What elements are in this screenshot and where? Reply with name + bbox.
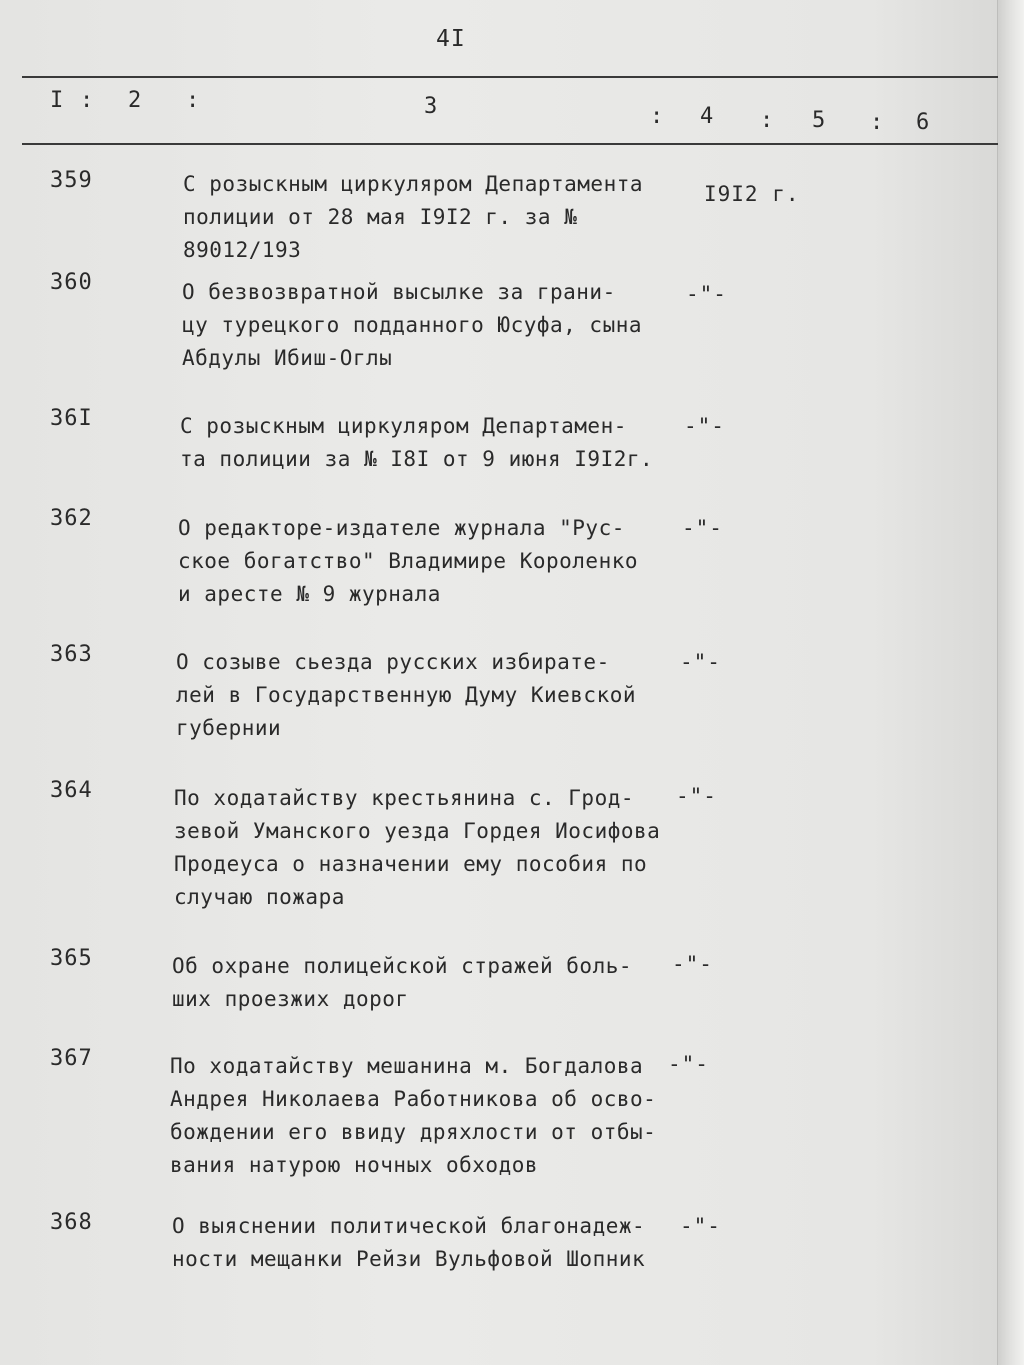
entry-title: С розыскным циркуляром Департамен- та полиции за № I8I от 9 июня I9I2г. [180, 414, 654, 471]
column-header-3: 3 [424, 94, 438, 119]
entry-number: 362 [50, 506, 93, 531]
entry-date: -"- [680, 650, 721, 674]
entry-date: I9I2 г. [704, 182, 800, 206]
entry-date: -"- [668, 1052, 709, 1076]
entry-date: -"- [684, 414, 725, 438]
entry-title: По ходатайству крестьянина с. Грод- зевой Уманского уезда Гордея Иосифова Продеуса о назначении ему пособия по случаю пожара [174, 786, 661, 909]
entry-title: О созыве сьезда русских избирате- лей в Государственную Думу Киевской губернии [176, 650, 637, 740]
entry-title: О безвозвратной высылке за грани- цу турецкого подданного Юсуфа, сына Абдулы Ибиш-Оглы [182, 280, 643, 370]
column-separator: : [760, 108, 774, 133]
entry-number: 367 [50, 1046, 93, 1071]
entry-title: О выяснении политической благонадеж- ности мещанки Рейзи Вульфовой Шопник [172, 1214, 646, 1271]
entry-number: 363 [50, 642, 93, 667]
entry-date: -"- [680, 1214, 721, 1238]
entry-number: 365 [50, 946, 93, 971]
entry-number: 36I [50, 406, 93, 431]
entry-title: По ходатайству мешанина м. Богдалова Андрея Николаева Работникова об осво- бождении его ввиду дряхлости от отбы- вания натурою ночных обходов [170, 1054, 657, 1177]
header-bottom-rule [22, 143, 998, 145]
column-header-2: 2 [128, 88, 142, 113]
page-edge [997, 0, 1024, 1365]
entry-title: О редакторе-издателе журнала "Рус- ское богатство" Владимире Короленко и аресте № 9 журнала [178, 516, 639, 606]
column-header-4: 4 [700, 104, 714, 129]
page-number: 4I [436, 26, 466, 52]
column-header-1: I [50, 88, 64, 113]
column-header-5: 5 [812, 108, 826, 133]
column-separator: : [870, 110, 884, 135]
entry-title: С розыскным циркуляром Департамента полиции от 28 мая I9I2 г. за № 89012/193 [183, 172, 644, 262]
entry-number: 368 [50, 1210, 93, 1235]
column-separator: : [186, 88, 200, 113]
entry-date: -"- [672, 952, 713, 976]
column-separator: : [80, 88, 94, 113]
entry-date: -"- [676, 784, 717, 808]
entry-date: -"- [686, 282, 727, 306]
entry-number: 364 [50, 778, 93, 803]
entry-number: 360 [50, 270, 93, 295]
entry-date: -"- [682, 516, 723, 540]
entry-number: 359 [50, 168, 93, 193]
header-top-rule [22, 76, 998, 78]
column-separator: : [650, 104, 664, 129]
entry-title: Об охране полицейской стражей боль- ших проезжих дорог [172, 954, 633, 1011]
column-header-6: 6 [916, 110, 930, 135]
